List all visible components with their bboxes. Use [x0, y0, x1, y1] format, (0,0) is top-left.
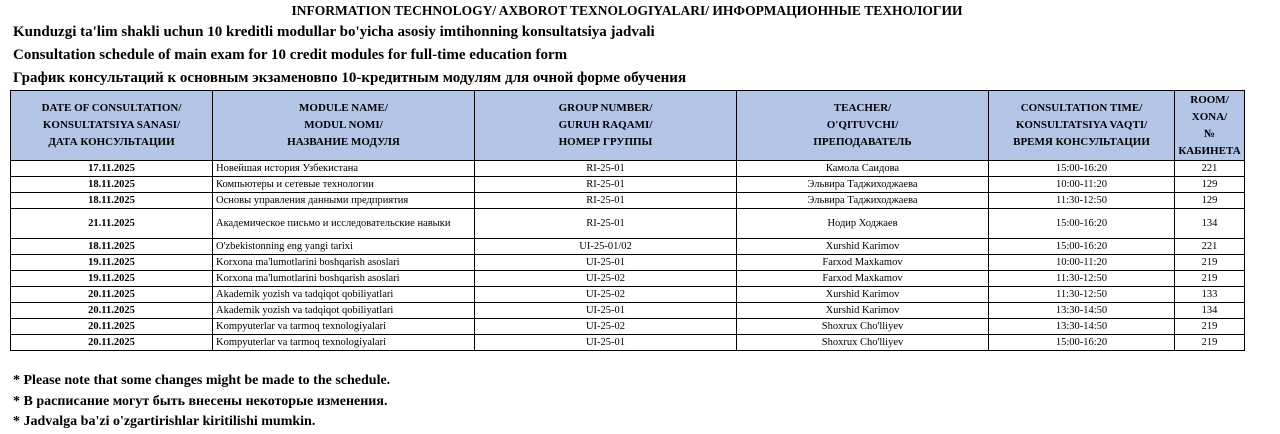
table-row — [11, 239, 1245, 255]
header-date-line3: ДАТА КОНСУЛЬТАЦИИ — [48, 136, 175, 148]
header-time-line2: KONSULTATSIYA VAQTI/ — [1015, 119, 1148, 131]
page-title: INFORMATION TECHNOLOGY/ AXBOROT TEXNOLOGIYALARI/ ИНФОРМАЦИОННЫЕ ТЕХНОЛОГИИ — [291, 3, 963, 18]
table-header-row — [11, 91, 1245, 161]
cell-time: 11:30-12:50 — [989, 193, 1175, 209]
cell-module: Kompyuterlar va tarmoq texnologiyalari — [213, 335, 475, 351]
note-uzbek: * Jadvalga ba'zi o'zgartirishlar kiritilishi mumkin. — [13, 414, 316, 429]
consultation-schedule-table — [10, 90, 1245, 351]
header-time — [989, 91, 1175, 161]
cell-module: Korxona ma'lumotlarini boshqarish asoslari — [213, 271, 475, 287]
cell-module: Компьютеры и сетевые технологии — [213, 177, 475, 193]
cell-teacher: Farxod Maxkamov — [737, 271, 989, 287]
header-teacher-line3: ПРЕПОДАВАТЕЛЬ — [813, 136, 912, 148]
cell-room: 129 — [1175, 193, 1245, 209]
table-row — [11, 271, 1245, 287]
cell-teacher: Xurshid Karimov — [737, 303, 989, 319]
table-row — [11, 209, 1245, 239]
cell-teacher: Xurshid Karimov — [737, 287, 989, 303]
cell-teacher: Xurshid Karimov — [737, 239, 989, 255]
cell-date: 19.11.2025 — [11, 271, 213, 287]
cell-module: Akademik yozish va tadqiqot qobiliyatlari — [213, 287, 475, 303]
table-row — [11, 161, 1245, 177]
cell-room: 134 — [1175, 303, 1245, 319]
cell-module: Akademik yozish va tadqiqot qobiliyatlari — [213, 303, 475, 319]
cell-time: 11:30-12:50 — [989, 287, 1175, 303]
cell-room: 134 — [1175, 209, 1245, 239]
cell-teacher: Farxod Maxkamov — [737, 255, 989, 271]
cell-date: 18.11.2025 — [11, 177, 213, 193]
cell-time: 15:00-16:20 — [989, 161, 1175, 177]
cell-module: Основы управления данными предприятия — [213, 193, 475, 209]
cell-group: UI-25-01/02 — [475, 239, 737, 255]
header-date-line1: DATE OF CONSULTATION/ — [41, 102, 182, 114]
header-room-line2: XONA/ — [1191, 110, 1228, 123]
cell-time: 11:30-12:50 — [989, 271, 1175, 287]
table-row — [11, 303, 1245, 319]
header-room-line3: № КАБИНЕТА — [1178, 127, 1241, 157]
cell-date: 18.11.2025 — [11, 193, 213, 209]
cell-room: 219 — [1175, 319, 1245, 335]
cell-date: 20.11.2025 — [11, 335, 213, 351]
header-time-line3: ВРЕМЯ КОНСУЛЬТАЦИИ — [1013, 136, 1150, 148]
cell-teacher: Камола Саидова — [737, 161, 989, 177]
cell-group: UI-25-01 — [475, 303, 737, 319]
table-row — [11, 193, 1245, 209]
cell-room: 219 — [1175, 255, 1245, 271]
header-room — [1175, 91, 1245, 161]
cell-room: 219 — [1175, 335, 1245, 351]
cell-date: 21.11.2025 — [11, 209, 213, 239]
cell-group: UI-25-01 — [475, 255, 737, 271]
header-module — [213, 91, 475, 161]
cell-date: 20.11.2025 — [11, 319, 213, 335]
cell-time: 15:00-16:20 — [989, 335, 1175, 351]
cell-date: 17.11.2025 — [11, 161, 213, 177]
cell-time: 13:30-14:50 — [989, 319, 1175, 335]
cell-room: 133 — [1175, 287, 1245, 303]
cell-group: UI-25-02 — [475, 271, 737, 287]
table-row — [11, 335, 1245, 351]
cell-teacher: Эльвира Таджиходжаева — [737, 193, 989, 209]
cell-room: 221 — [1175, 239, 1245, 255]
cell-module: Академическое письмо и исследовательские навыки — [213, 209, 475, 239]
cell-module: Korxona ma'lumotlarini boshqarish asoslari — [213, 255, 475, 271]
subtitle-russian: График консультаций к основным экзаменовпо 10-кредитным модулям для очной форме обучения — [13, 70, 687, 86]
header-module-line2: MODUL NOMI/ — [304, 119, 383, 131]
cell-date: 19.11.2025 — [11, 255, 213, 271]
cell-date: 18.11.2025 — [11, 239, 213, 255]
cell-module: O'zbekistonning eng yangi tarixi — [213, 239, 475, 255]
cell-room: 221 — [1175, 161, 1245, 177]
cell-teacher: Shoxrux Cho'lliyev — [737, 319, 989, 335]
header-group-line1: GROUP NUMBER/ — [558, 102, 653, 114]
table-row — [11, 287, 1245, 303]
header-module-line1: MODULE NAME/ — [299, 102, 388, 114]
cell-teacher: Shoxrux Cho'lliyev — [737, 335, 989, 351]
cell-time: 10:00-11:20 — [989, 255, 1175, 271]
subtitle-english: Consultation schedule of main exam for 10 credit modules for full-time education form — [13, 47, 568, 63]
note-english: * Please note that some changes might be made to the schedule. — [13, 373, 391, 388]
table-row — [11, 319, 1245, 335]
header-module-line3: НАЗВАНИЕ МОДУЛЯ — [287, 136, 400, 148]
cell-time: 15:00-16:20 — [989, 209, 1175, 239]
note-russian: * В расписание могут быть внесены некоторые изменения. — [13, 394, 388, 409]
cell-group: RI-25-01 — [475, 193, 737, 209]
cell-module: Новейшая история Узбекистана — [213, 161, 475, 177]
cell-time: 15:00-16:20 — [989, 239, 1175, 255]
subtitle-uzbek: Kunduzgi ta'lim shakli uchun 10 kreditli modullar bo'yicha asosiy imtihonning konsultatsiya jadvali — [13, 24, 655, 40]
cell-group: UI-25-01 — [475, 335, 737, 351]
header-teacher-line2: O'QITUVCHI/ — [826, 119, 899, 131]
header-date — [11, 91, 213, 161]
cell-teacher: Эльвира Таджиходжаева — [737, 177, 989, 193]
cell-time: 10:00-11:20 — [989, 177, 1175, 193]
header-date-line2: KONSULTATSIYA SANASI/ — [42, 119, 181, 131]
cell-module: Kompyuterlar va tarmoq texnologiyalari — [213, 319, 475, 335]
cell-time: 13:30-14:50 — [989, 303, 1175, 319]
table-row — [11, 255, 1245, 271]
cell-group: UI-25-02 — [475, 319, 737, 335]
cell-room: 129 — [1175, 177, 1245, 193]
cell-teacher: Нодир Ходжаев — [737, 209, 989, 239]
header-teacher-line1: TEACHER/ — [833, 102, 892, 114]
header-room-line1: ROOM/ — [1190, 93, 1229, 106]
header-time-line1: CONSULTATION TIME/ — [1020, 102, 1143, 114]
header-group-line3: НОМЕР ГРУППЫ — [558, 136, 653, 148]
header-teacher — [737, 91, 989, 161]
cell-group: UI-25-02 — [475, 287, 737, 303]
cell-room: 219 — [1175, 271, 1245, 287]
cell-group: RI-25-01 — [475, 161, 737, 177]
header-group-line2: GURUH RAQAMI/ — [558, 119, 653, 131]
cell-date: 20.11.2025 — [11, 287, 213, 303]
header-group — [475, 91, 737, 161]
cell-group: RI-25-01 — [475, 177, 737, 193]
cell-group: RI-25-01 — [475, 209, 737, 239]
cell-date: 20.11.2025 — [11, 303, 213, 319]
table-row — [11, 177, 1245, 193]
